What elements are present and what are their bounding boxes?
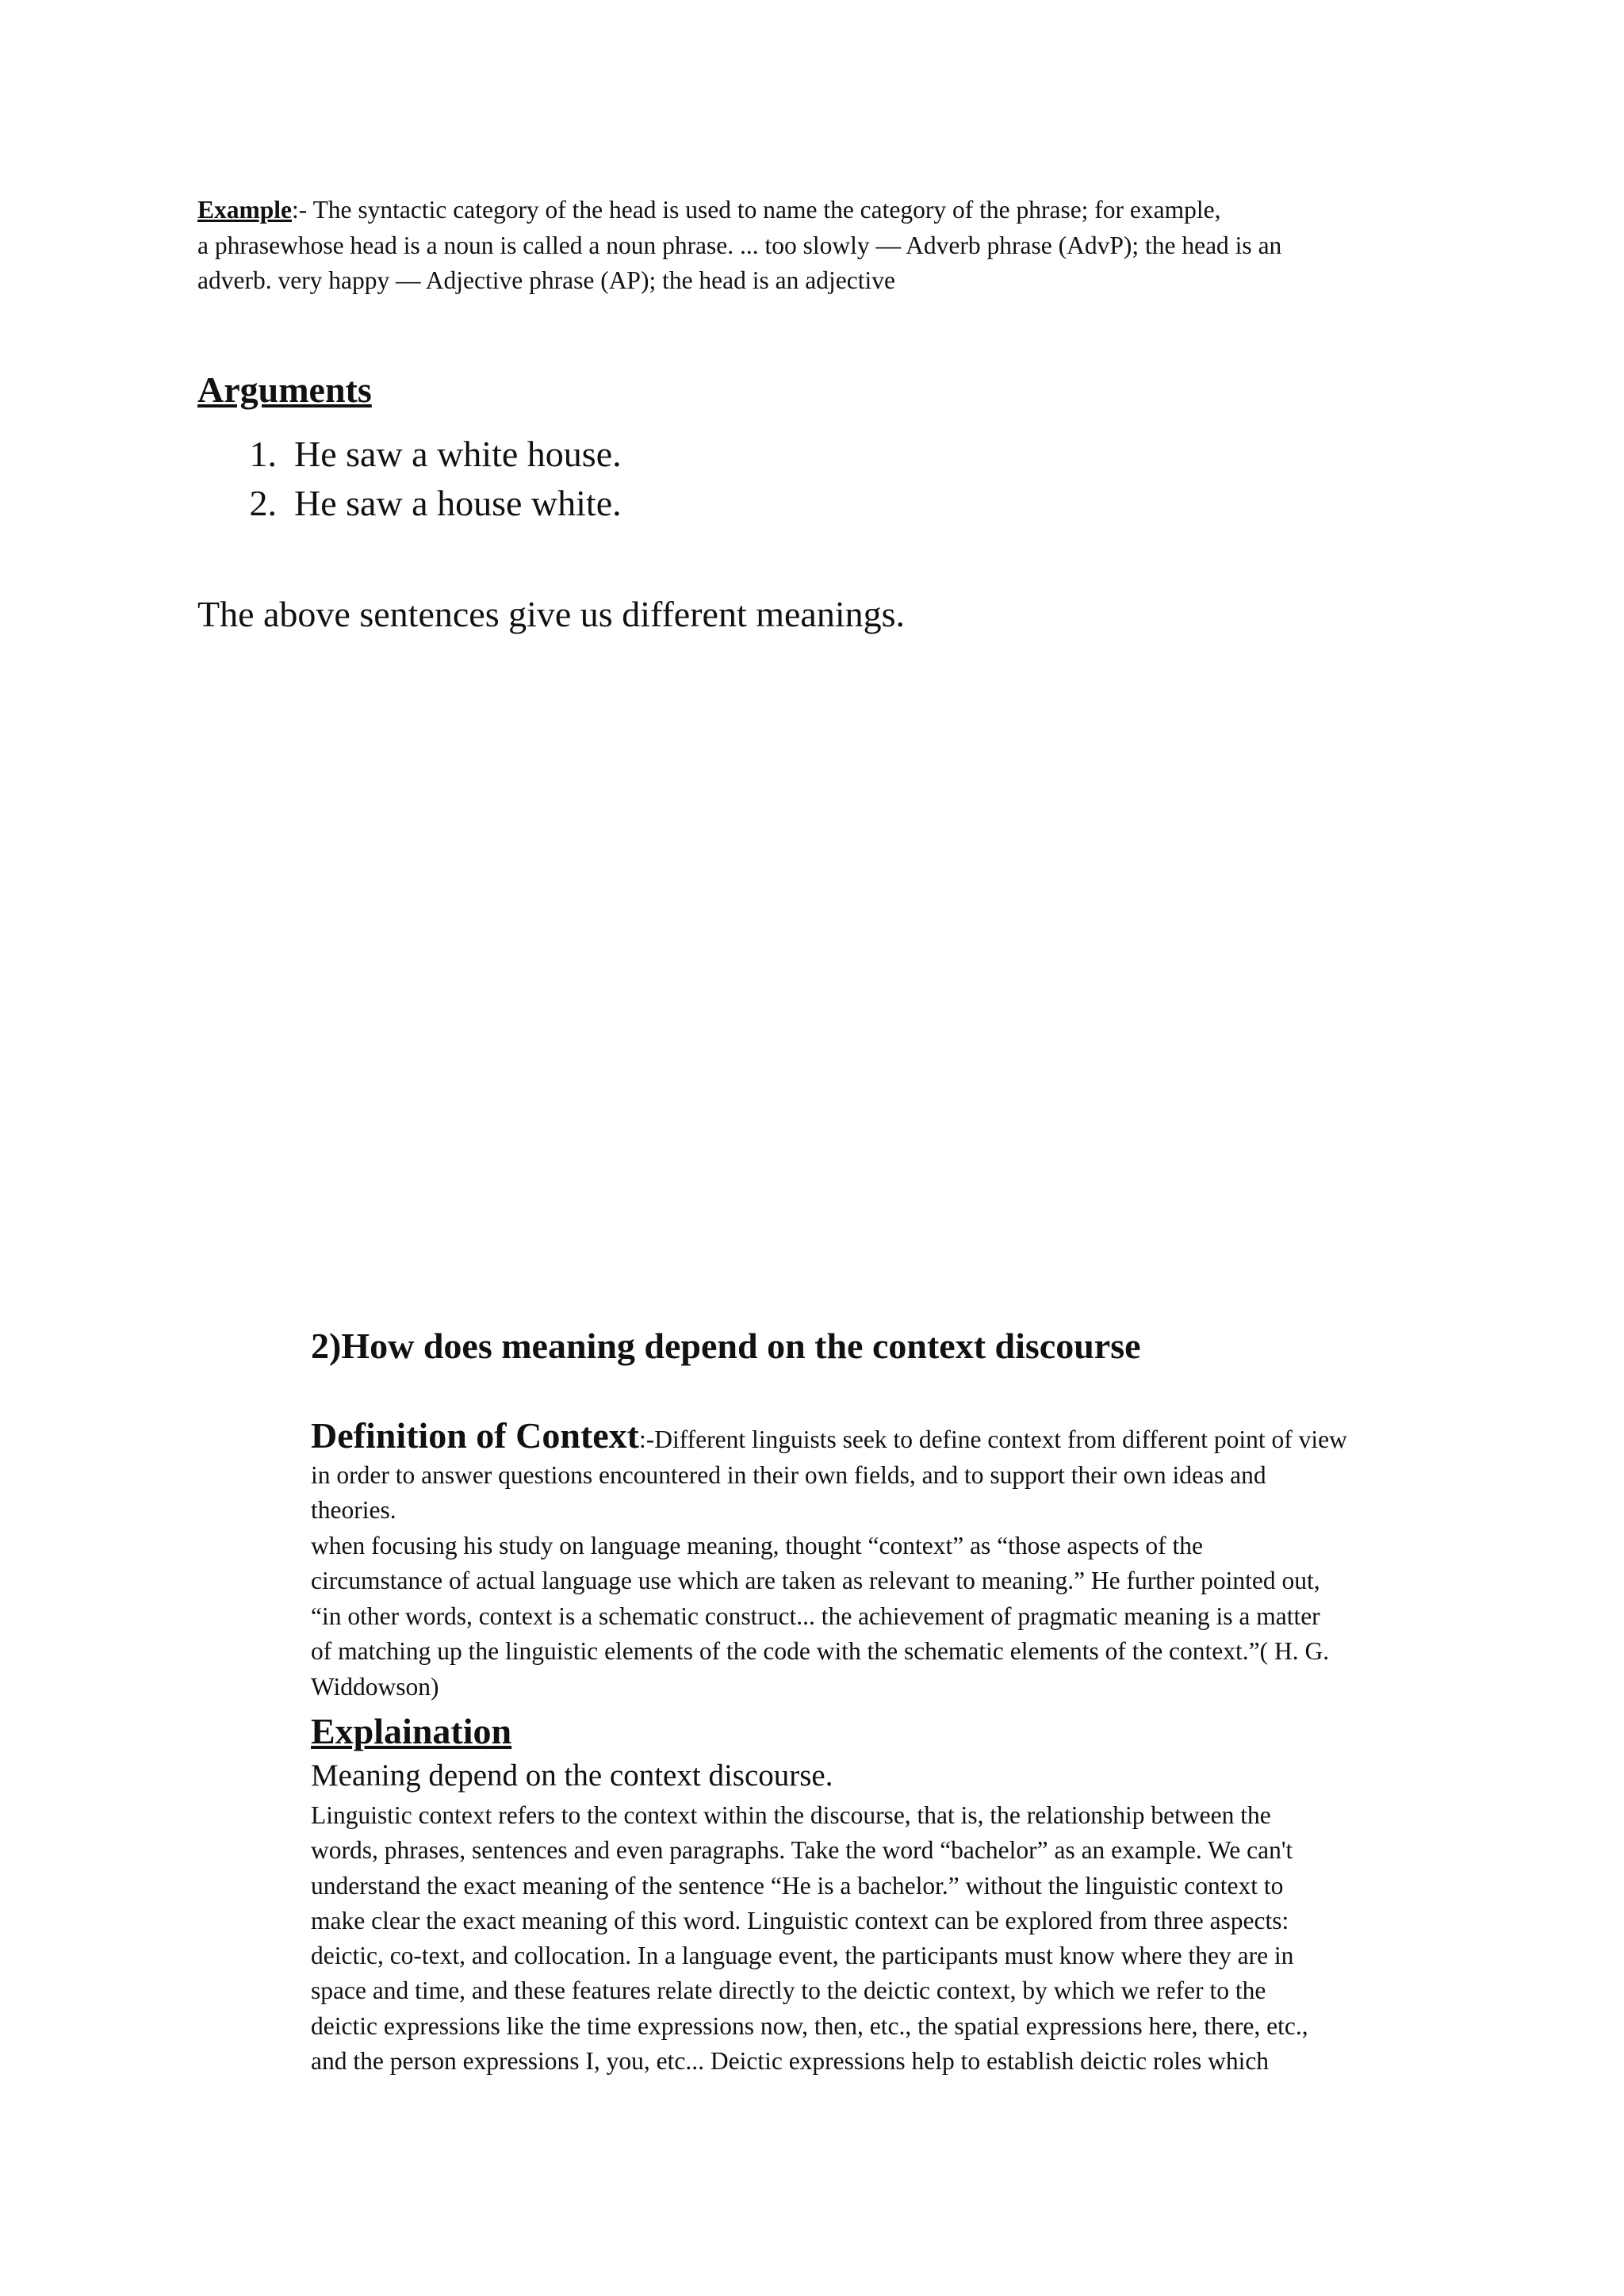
explanation-subheading: Meaning depend on the context discourse. (311, 1758, 833, 1793)
definition-line-1 (311, 1415, 1453, 1458)
definition-paragraph (311, 1415, 1453, 1705)
definition-line-6: “in other words, context is a schematic construct... the achievement of pragmatic meaning is a matter (311, 1601, 1320, 1630)
list-item (197, 430, 1149, 479)
example-line-2: a phrasewhose head is a noun is called a noun phrase. ... too slowly — Adverb phrase (AdvP); the head is an (197, 231, 1282, 259)
explanation-line-5: deictic, co-text, and collocation. In a language event, the participants must know where they are in (311, 1942, 1294, 1970)
explanation-heading: Explaination (311, 1711, 512, 1751)
explanation-line-2: words, phrases, sentences and even paragraphs. Take the word “bachelor” as an example. We can't (311, 1836, 1293, 1865)
arguments-list (197, 430, 1149, 528)
definition-term: Definition of Context (311, 1415, 639, 1456)
arguments-summary: The above sentences give us different meanings. (197, 594, 906, 634)
list-item-text: He saw a white house. (294, 434, 622, 474)
explanation-line-3: understand the exact meaning of the sentence “He is a bachelor.” without the linguistic context to (311, 1871, 1284, 1900)
list-item-text: He saw a house white. (294, 483, 622, 523)
definition-line-7: of matching up the linguistic elements of the code with the schematic elements of the context.”( H. G. (311, 1637, 1330, 1665)
explanation-paragraph (311, 1798, 1453, 2079)
example-line-3: adverb. very happy — Adjective phrase (AP); the head is an adjective (197, 266, 895, 294)
explanation-line-8: and the person expressions I, you, etc... Deictic expressions help to establish deictic roles which (311, 2047, 1270, 2076)
definition-line-3: theories. (311, 1496, 396, 1524)
example-line-1 (197, 193, 1434, 228)
list-item-number: 2. (249, 483, 277, 523)
definition-line-5: circumstance of actual language use which are taken as relevant to meaning.” He further pointed out, (311, 1567, 1320, 1594)
list-item-number: 1. (249, 434, 277, 474)
example-label: Example (197, 196, 293, 224)
explanation-line-1: Linguistic context refers to the context within the discourse, that is, the relationship between the (311, 1801, 1271, 1829)
definition-text-1: :-Different linguists seek to define context from different point of view (638, 1425, 1347, 1453)
section-heading: 2)How does meaning depend on the context discourse (311, 1326, 1141, 1366)
definition-line-8: Widdowson) (311, 1672, 439, 1701)
example-text-1: :- The syntactic category of the head is used to name the category of the phrase; for example, (292, 196, 1221, 224)
explanation-line-4: make clear the exact meaning of this word. Linguistic context can be explored from three aspects: (311, 1906, 1289, 1934)
definition-line-4: when focusing his study on language meaning, thought “context” as “those aspects of the (311, 1531, 1203, 1559)
definition-line-2: in order to answer questions encountered in their own fields, and to support their own ideas and (311, 1460, 1266, 1489)
arguments-heading: Arguments (197, 369, 372, 410)
explanation-line-7: deictic expressions like the time expressions now, then, etc., the spatial expressions here, there, etc., (311, 2011, 1308, 2040)
example-paragraph (197, 193, 1434, 299)
explanation-line-6: space and time, and these features relate directly to the deictic context, by which we refer to the (311, 1976, 1266, 2005)
list-item (197, 479, 1149, 528)
